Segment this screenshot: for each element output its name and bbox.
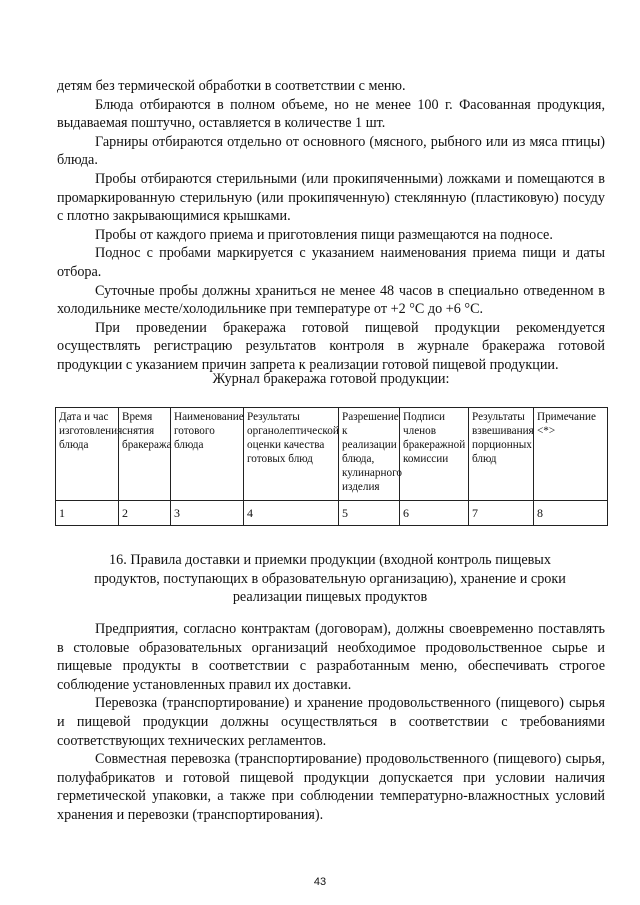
table-header-cell: Время снятия бракеража (119, 408, 171, 501)
page-number: 43 (313, 876, 327, 888)
paragraph: детям без термической обработки в соответствии с меню. (57, 78, 406, 94)
paragraph: Пробы от каждого приема и приготовления пищи размещаются на подносе. (95, 226, 553, 243)
table-header-cell: Наименование готового блюда (171, 408, 244, 501)
table-number-cell: 5 (339, 501, 400, 526)
paragraph: При проведении бракеража готовой пищевой продукции рекомендуется осуществлять регистрацию результатов контроля в журнале бракеража готовой продукции с указанием причин запрета к реализации готовой пищевой продукции. (57, 319, 605, 373)
table-header-row (56, 408, 608, 501)
table-number-row (56, 501, 608, 526)
table-header-cell: Примечание <*> (534, 408, 608, 501)
table-header-cell: Результаты органолептической оценки качества готовых блюд (244, 408, 339, 501)
paragraph: Пробы отбираются стерильными (или прокипяченными) ложками и помещаются в промаркированную стерильную (или прокипяченную) стеклянную (пластиковую) посуду с плотно закрывающимися крышками. (57, 170, 605, 225)
table-number-cell: 4 (244, 501, 339, 526)
table-number-cell: 3 (171, 501, 244, 526)
table-header-cell: Разрешение к реализации блюда, кулинарного изделия (339, 408, 400, 501)
table-number-cell: 8 (534, 501, 608, 526)
paragraph: Гарниры отбираются отдельно от основного (мясного, рыбного или из мяса птицы) блюда. (57, 133, 605, 169)
journal-table (55, 407, 608, 526)
paragraph: Суточные пробы должны храниться не менее 48 часов в специально отведенном в холодильнике месте/холодильнике при температуре от +2 °C до +6 °C. (57, 282, 605, 318)
table-number-cell: 1 (56, 501, 119, 526)
paragraph: Совместная перевозка (транспортирование) продовольственного (пищевого) сырья, полуфабрикатов и готовой пищевой продукции допускается при условии наличия герметической упаковки, а также при соблюдении температурно-влажностных условий хранения и перевозки (транспортирования). (57, 751, 605, 823)
paragraph: Предприятия, согласно контрактам (договорам), должны своевременно поставлять в столовые образовательных организаций необходимое продовольственное сырье и пищевые продукты в соответствии с разработанным меню, обеспечивать строгое соблюдение установленных правил их доставки. (57, 621, 605, 693)
paragraph: Блюда отбираются в полном объеме, но не менее 100 г. Фасованная продукция, выдаваемая поштучно, оставляется в количестве 1 шт. (57, 96, 605, 132)
paragraph: Перевозка (транспортирование) и хранение продовольственного (пищевого) сырья и пищевой продукции должны осуществляться в соответствии с требованиями соответствующих технических регламентов. (57, 695, 605, 749)
table-number-cell: 2 (119, 501, 171, 526)
table-header-cell: Дата и час изготовления блюда (56, 408, 119, 501)
table-header-cell: Результаты взвешивания порционных блюд (469, 408, 534, 501)
bottom-text-block (57, 620, 605, 825)
top-text-block (57, 77, 605, 375)
table-number-cell: 6 (400, 501, 469, 526)
section-title: 16. Правила доставки и приемки продукции (входной контроль пищевых продуктов, поступающих в образовательную организацию), хранение и сроки реализации пищевых продуктов (94, 552, 566, 606)
table-header-cell: Подписи членов бракеражной комиссии (400, 408, 469, 501)
paragraph: Поднос с пробами маркируется с указанием наименования приема пищи и даты отбора. (57, 245, 605, 280)
table-number-cell: 7 (469, 501, 534, 526)
table-caption: Журнал бракеража готовой продукции: (212, 371, 450, 387)
